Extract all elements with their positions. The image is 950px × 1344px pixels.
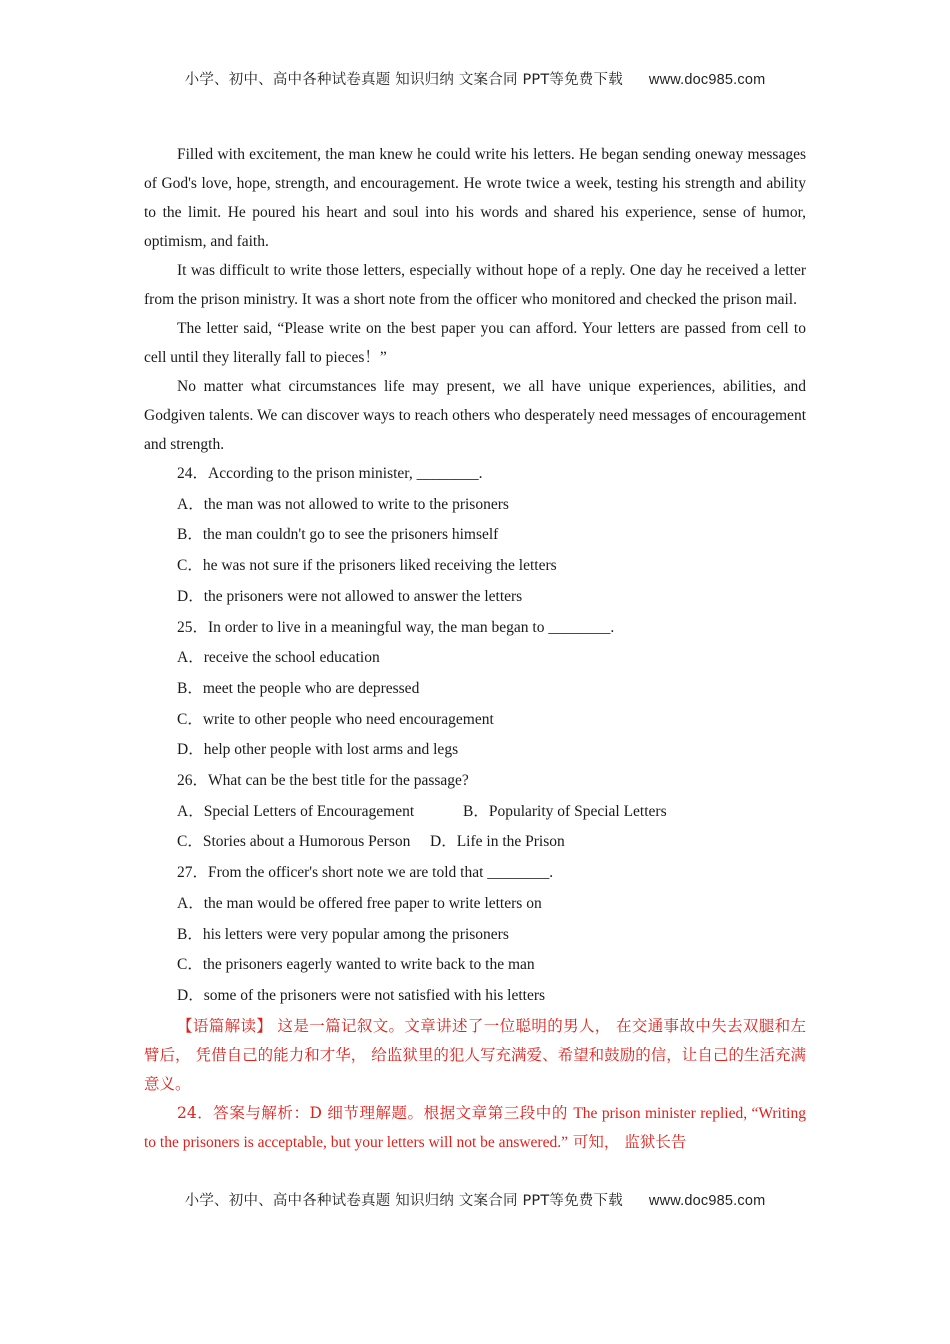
answer-24-explanation xyxy=(144,1099,806,1157)
question-stem: 26．What can be the best title for the passage? xyxy=(177,772,469,790)
question-26 xyxy=(144,766,806,858)
question-stem: 27．From the officer's short note we are told that ________. xyxy=(177,864,554,882)
option-b: B．the man couldn't go to see the prisoners himself xyxy=(177,526,499,544)
footer-text: 小学、初中、高中各种试卷真题 知识归纳 文案合同 PPT等免费下载 xyxy=(184,1193,623,1209)
page-footer xyxy=(0,1189,950,1210)
question-24 xyxy=(144,459,806,613)
option-a: A．the man was not allowed to write to the prisoners xyxy=(177,495,509,513)
analysis-label: 【语篇解读】 xyxy=(177,1016,273,1035)
question-25 xyxy=(144,613,806,767)
header-site-link[interactable]: www.doc985.com xyxy=(648,72,766,88)
passage-analysis xyxy=(144,1012,806,1099)
passage-paragraph-2: It was difficult to write those letters, especially without hope of a reply. One day he received a letter from the prison ministry. It was a short note from the officer who monitored and checked the prison mail. xyxy=(144,262,806,308)
option-a: A．Special Letters of Encouragement xyxy=(177,802,415,820)
analysis-text: 这是一篇记叙文。文章讲述了一位聪明的男人， 在交通事故中失去双腿和左臂后， 凭借自己的能力和才华， 给监狱里的犯人写充满爱、希望和鼓励的信，让自己的生活充满意义。 xyxy=(144,1016,806,1093)
option-c: C．Stories about a Humorous Person xyxy=(177,833,411,851)
question-stem: 24．According to the prison minister, ________. xyxy=(177,465,483,482)
document-body xyxy=(144,140,806,1157)
passage-paragraph-3: The letter said, “Please write on the best paper you can afford. Your letters are passed from cell to cell until they literally fall to pieces！” xyxy=(144,320,806,366)
page-header xyxy=(0,68,950,89)
answer-quote: The prison minister replied, “Writing to the prisoners is acceptable, but your letters will not be answered.” xyxy=(144,1104,806,1151)
option-d: D．the prisoners were not allowed to answer the letters xyxy=(177,587,523,605)
option-c: C．the prisoners eagerly wanted to write back to the man xyxy=(177,956,535,974)
question-27 xyxy=(144,858,806,1012)
option-d: D．help other people with lost arms and legs xyxy=(177,741,459,759)
option-b: B．his letters were very popular among the prisoners xyxy=(177,925,509,943)
question-stem: 25．In order to live in a meaningful way, the man began to ________. xyxy=(177,618,615,636)
option-d: D．some of the prisoners were not satisfied with his letters xyxy=(177,986,546,1004)
passage-paragraph-1: Filled with excitement, the man knew he could write his letters. He began sending oneway messages of God's love, hope, strength, and encouragement. He wrote twice a week, testing his strength and ability to the limit. He poured his heart and soul into his words and shared his experience, sense of humor, optimism, and faith. xyxy=(144,146,806,250)
passage-paragraph-4: No matter what circumstances life may present, we all have unique experiences, abilities, and Godgiven talents. We can discover ways to reach others who desperately need messages of encouragement and strength. xyxy=(144,378,806,453)
option-a: A．the man would be offered free paper to write letters on xyxy=(177,894,542,912)
answer-tail: 可知， 监狱长告 xyxy=(572,1132,687,1151)
option-c: C．he was not sure if the prisoners liked receiving the letters xyxy=(177,557,557,575)
option-c: C．write to other people who need encouragement xyxy=(177,710,494,728)
option-b: B．Popularity of Special Letters xyxy=(463,802,667,820)
option-row-cd xyxy=(144,827,806,858)
option-row-ab xyxy=(144,797,806,828)
option-b: B．meet the people who are depressed xyxy=(177,679,420,697)
footer-site-link[interactable]: www.doc985.com xyxy=(648,1193,766,1209)
header-text: 小学、初中、高中各种试卷真题 知识归纳 文案合同 PPT等免费下载 xyxy=(184,72,623,88)
option-a: A．receive the school education xyxy=(177,649,380,667)
answer-label: 24．答案与解析：D xyxy=(177,1103,322,1122)
option-d: D．Life in the Prison xyxy=(430,833,565,851)
answer-text: 细节理解题。根据文章第三段中的 xyxy=(327,1103,568,1122)
